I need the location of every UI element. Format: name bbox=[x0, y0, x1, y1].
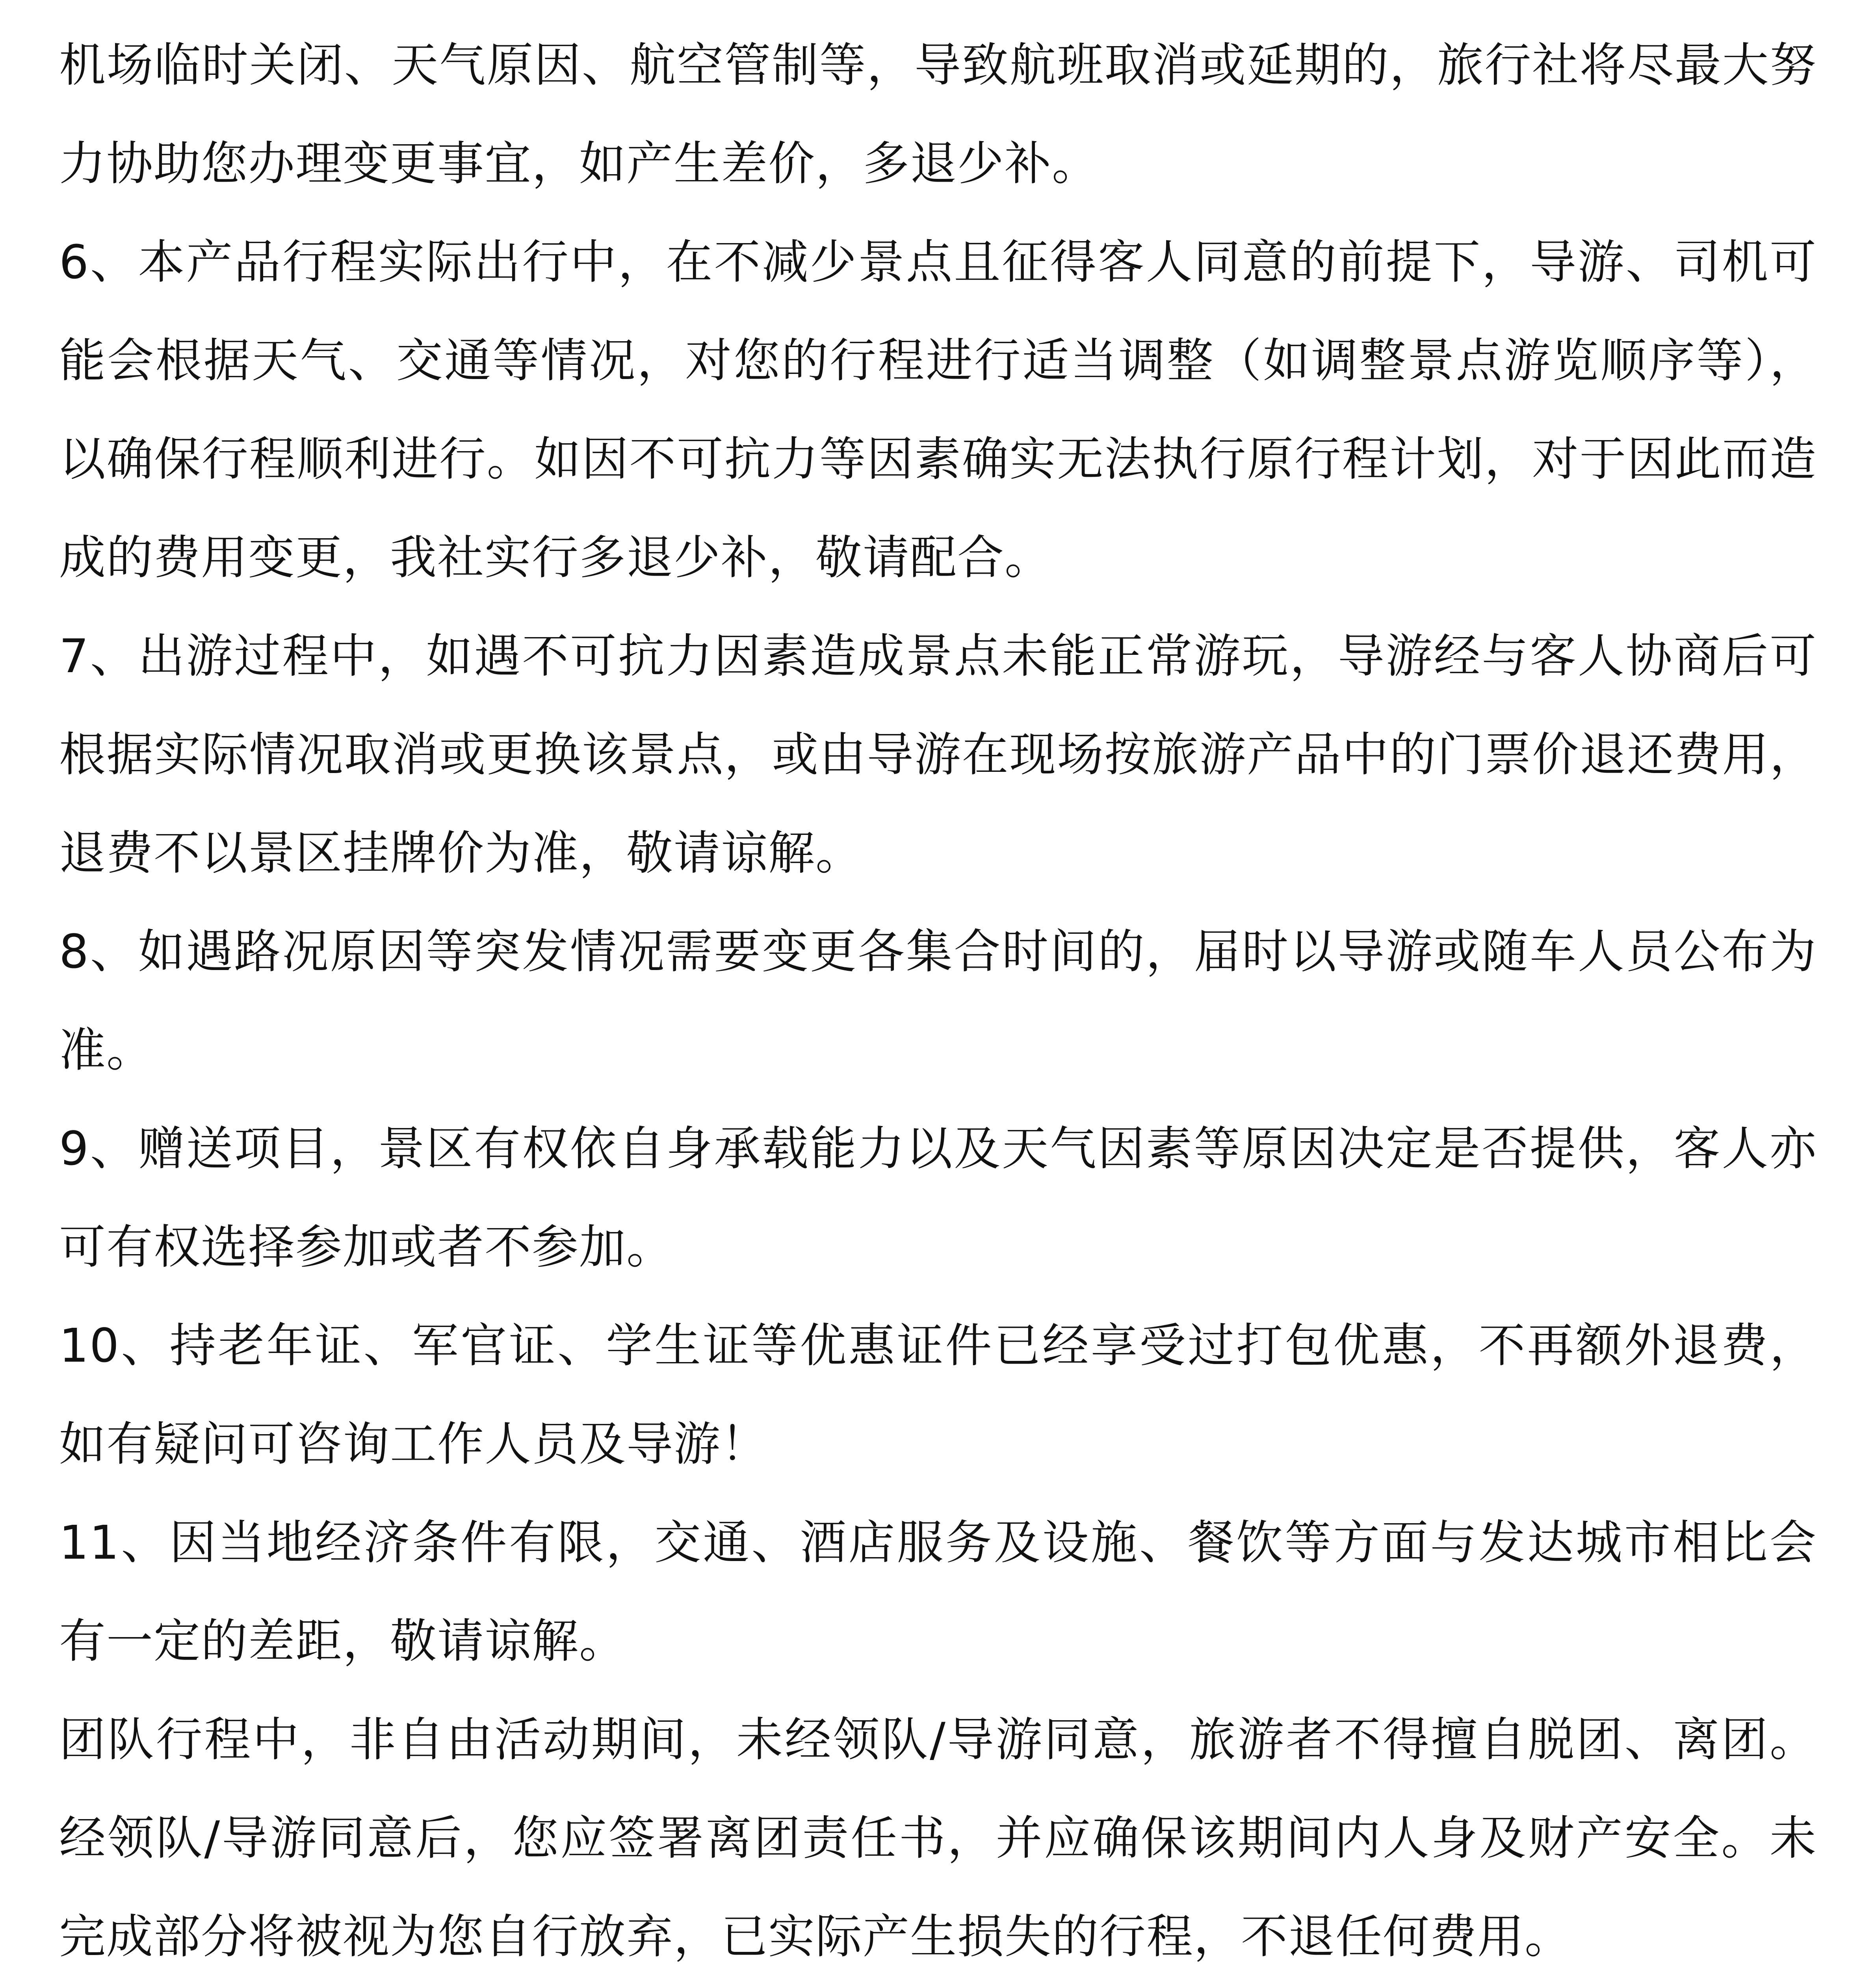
terms-paragraph-6: 6、本产品行程实际出行中，在不减少景点且征得客人同意的前提下，导游、司机可能会根据天气、交通等情况，对您的行程进行适当调整（如调整景点游览顺序等），以确保行程顺利进行。如因不可抗力等因素确实无法执行原行程计划，对于因此而造成的费用变更，我社实行多退少补，敬请配合。 bbox=[59, 235, 1817, 585]
terms-paragraph-11: 11、因当地经济条件有限，交通、酒店服务及设施、餐饮等方面与发达城市相比会有一定的差距，敬请谅解。 bbox=[59, 1515, 1817, 1668]
terms-paragraph-7: 7、出游过程中，如遇不可抗力因素造成景点未能正常游玩，导游经与客人协商后可根据实际情况取消或更换该景点，或由导游在现场按旅游产品中的门票价退还费用，退费不以景区挂牌价为准，敬请谅解。 bbox=[59, 629, 1817, 880]
terms-section bbox=[59, 16, 1817, 1970]
terms-paragraph-10: 10、持老年证、军官证、学生证等优惠证件已经享受过打包优惠，不再额外退费，如有疑问可咨询工作人员及导游！ bbox=[59, 1318, 1817, 1471]
terms-paragraph-9: 9、赠送项目，景区有权依自身承载能力以及天气因素等原因决定是否提供，客人亦可有权选择参加或者不参加。 bbox=[59, 1121, 1817, 1274]
terms-paragraph-flight: 机场临时关闭、天气原因、航空管制等，导致航班取消或延期的，旅行社将尽最大努力协助您办理变更事宜，如产生差价，多退少补。 bbox=[59, 38, 1817, 191]
terms-paragraph-8: 8、如遇路况原因等突发情况需要变更各集合时间的，届时以导游或随车人员公布为准。 bbox=[59, 924, 1817, 1077]
terms-paragraph-group: 团队行程中，非自由活动期间，未经领队/导游同意，旅游者不得擅自脱团、离团。经领队/导游同意后，您应签署离团责任书，并应确保该期间内人身及财产安全。未完成部分将被视为您自行放弃，已实际产生损失的行程，不退任何费用。 bbox=[59, 1712, 1817, 1964]
